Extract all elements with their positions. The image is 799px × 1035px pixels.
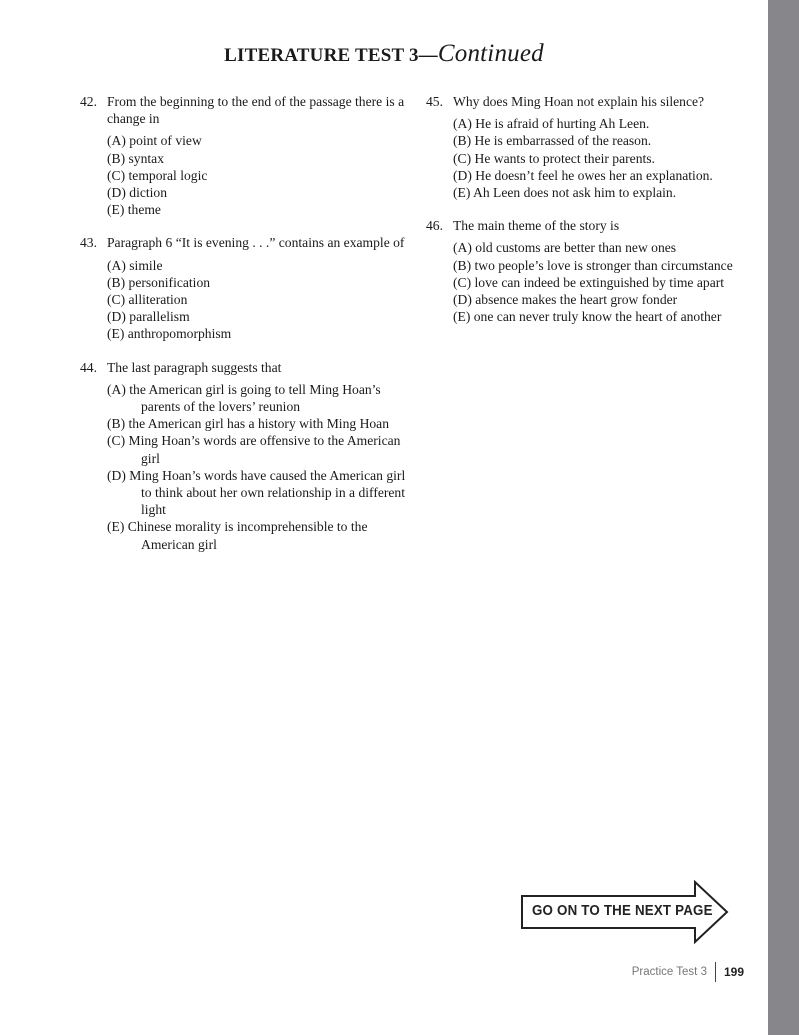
choice-a: (A) the American girl is going to tell Ming Hoan’s parents of the lovers’ reunion [107,381,381,415]
choice-d: (D) parallelism [107,309,190,325]
page-number: 199 [723,965,744,979]
question-stem: The last paragraph suggests that [107,359,282,375]
page-footer [632,962,744,982]
choice-a: (A) old customs are better than new ones [453,240,677,256]
next-page-arrow [520,880,730,944]
choice-b: (B) personification [107,274,211,290]
choice-e: (E) Chinese morality is incomprehensible to the American girl [107,519,368,552]
choice-a: (A) point of view [107,133,202,149]
choice-a: (A) He is afraid of hurting Ah Leen. [453,116,650,132]
choice-b: (B) He is embarrassed of the reason. [453,133,652,149]
question-number: 43. [80,235,97,251]
choice-d: (D) Ming Hoan’s words have caused the American girl to think about her own relationship in a different light [107,467,406,518]
question-43 [80,234,410,342]
choice-c: (C) temporal logic [107,167,208,183]
question-46 [426,217,756,325]
choice-e: (E) Ah Leen does not ask him to explain. [453,185,677,201]
question-number: 44. [80,359,97,375]
footer-divider [715,962,716,982]
footer-section: Practice Test 3 [631,966,707,978]
question-stem: Paragraph 6 “It is evening . . .” contains an example of [107,235,405,251]
question-42 [80,93,410,218]
choice-c: (C) He wants to protect their parents. [453,150,655,166]
choice-c: (C) alliteration [107,292,188,308]
choice-e: (E) one can never truly know the heart of another [453,309,722,325]
question-number: 46. [426,218,443,234]
choice-d: (D) He doesn’t feel he owes her an explanation. [453,167,713,183]
question-stem: From the beginning to the end of the passage there is a change in [107,94,405,127]
page-title [0,40,768,68]
next-page-label: GO ON TO THE NEXT PAGE [532,903,713,919]
choice-e: (E) anthropomorphism [107,326,232,342]
title-continued: Continued [437,40,544,67]
choice-b: (B) the American girl has a history with Ming Hoan [107,416,390,432]
question-stem: Why does Ming Hoan not explain his silence? [453,94,705,109]
choice-e: (E) theme [107,202,161,218]
question-stem: The main theme of the story is [453,218,620,234]
choice-a: (A) simile [107,257,163,273]
side-tab [768,0,799,1035]
choice-d: (D) diction [107,185,168,201]
question-45 [426,93,756,201]
choice-b: (B) two people’s love is stronger than circumstance [453,257,733,273]
right-column [426,93,756,341]
question-number: 42. [80,94,97,109]
question-number: 45. [426,94,443,109]
choice-b: (B) syntax [107,150,165,166]
question-44 [80,359,410,553]
left-column [80,93,410,569]
choice-d: (D) absence makes the heart grow fonder [453,292,678,308]
title-main: LITERATURE TEST 3— [224,45,438,66]
choice-c: (C) Ming Hoan’s words are offensive to the American girl [107,433,401,466]
choice-c: (C) love can indeed be extinguished by time apart [453,274,725,290]
